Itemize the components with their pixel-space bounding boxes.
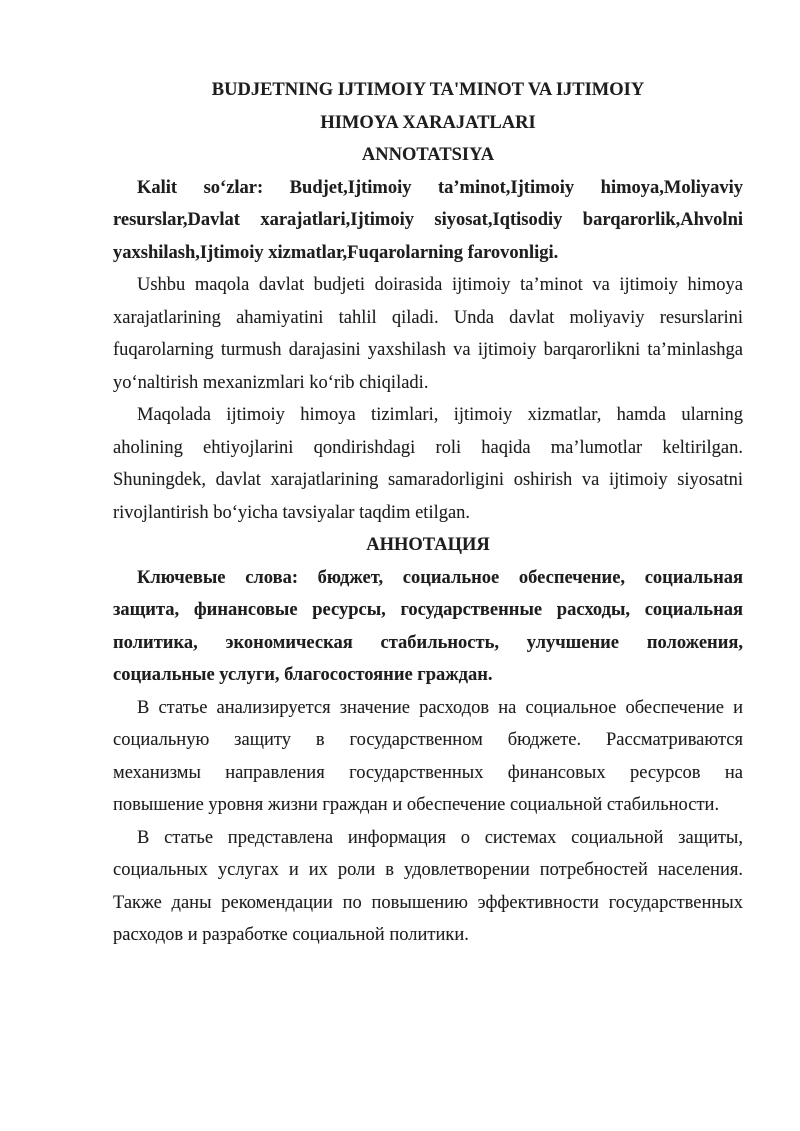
text-line: fuqarolarning turmush darajasini yaxshilash va ijtimoiy barqarorlikni ta’minlashga [113,340,743,360]
abstract-paragraph-uz-2 [113,399,743,529]
abstract-paragraph-uz-1 [113,269,743,399]
text-line: Ключевые слова: бюджет, социальное обеспечение, социальная [137,567,743,588]
text-line: В статье представлена информация о системах социальной защиты, [137,827,743,848]
title-line-2: HIMOYA XARAJATLARI [320,112,536,133]
document-title [113,74,743,139]
text-line: resurslar,Davlat xarajatlari,Ijtimoiy siyosat,Iqtisodiy barqarorlik,Ahvolni [113,210,743,230]
text-line: В статье анализируется значение расходов на социальное обеспечение и [137,697,743,718]
text-line: социальные услуги, благосостояние граждан. [113,665,493,685]
heading-annotatsiya-uz: ANNOTATSIYA [361,145,495,165]
abstract-paragraph-ru-2 [113,822,743,952]
text-line: xarajatlarining ahamiyatini tahlil qiladi. Unda davlat moliyaviy resurslarini [113,307,743,328]
text-line: защита, финансовые ресурсы, государственные расходы, социальная [113,600,743,620]
text-line: механизмы направления государственных финансовых ресурсов на [113,762,743,783]
keywords-paragraph-uz [113,172,743,270]
heading-annotatsiya-ru: АННОТАЦИЯ [366,535,490,555]
text-line: Kalit so‘zlar: Budjet,Ijtimoiy ta’minot,Ijtimoiy himoya,Moliyaviy [137,177,743,198]
text-line: Shuningdek, davlat xarajatlarining samaradorligini oshirish va ijtimoiy siyosatni [113,470,743,490]
text-line: aholining ehtiyojlarini qondirishdagi roli haqida ma’lumotlar keltirilgan. [113,437,743,458]
text-line: повышение уровня жизни граждан и обеспечение социальной стабильности. [113,795,720,815]
title-line-1: BUDJETNING IJTIMOIY TA'MINOT VA IJTIMOIY [211,80,645,100]
text-line: политика, экономическая стабильность, улучшение положения, [113,632,743,653]
text-line: расходов и разработке социальной политики. [113,925,469,945]
text-line: yo‘naltirish mexanizmlari ko‘rib chiqiladi. [113,372,429,393]
text-line: rivojlantirish bo‘yicha tavsiyalar taqdim etilgan. [113,502,471,523]
text-line: социальную защиту в государственном бюджете. Рассматриваются [113,730,743,750]
abstract-paragraph-ru-1 [113,692,743,822]
text-line: Maqolada ijtimoiy himoya tizimlari, ijtimoiy xizmatlar, hamda ularning [137,405,743,425]
text-line: Ushbu maqola davlat budjeti doirasida ijtimoiy ta’minot va ijtimoiy himoya [137,275,743,295]
text-line: yaxshilash,Ijtimoiy xizmatlar,Fuqarolarning farovonligi. [113,242,559,263]
text-line: Также даны рекомендации по повышению эффективности государственных [113,892,743,913]
keywords-paragraph-ru [113,562,743,692]
text-line: социальных услугах и их роли в удовлетворении потребностей населения. [113,860,743,880]
